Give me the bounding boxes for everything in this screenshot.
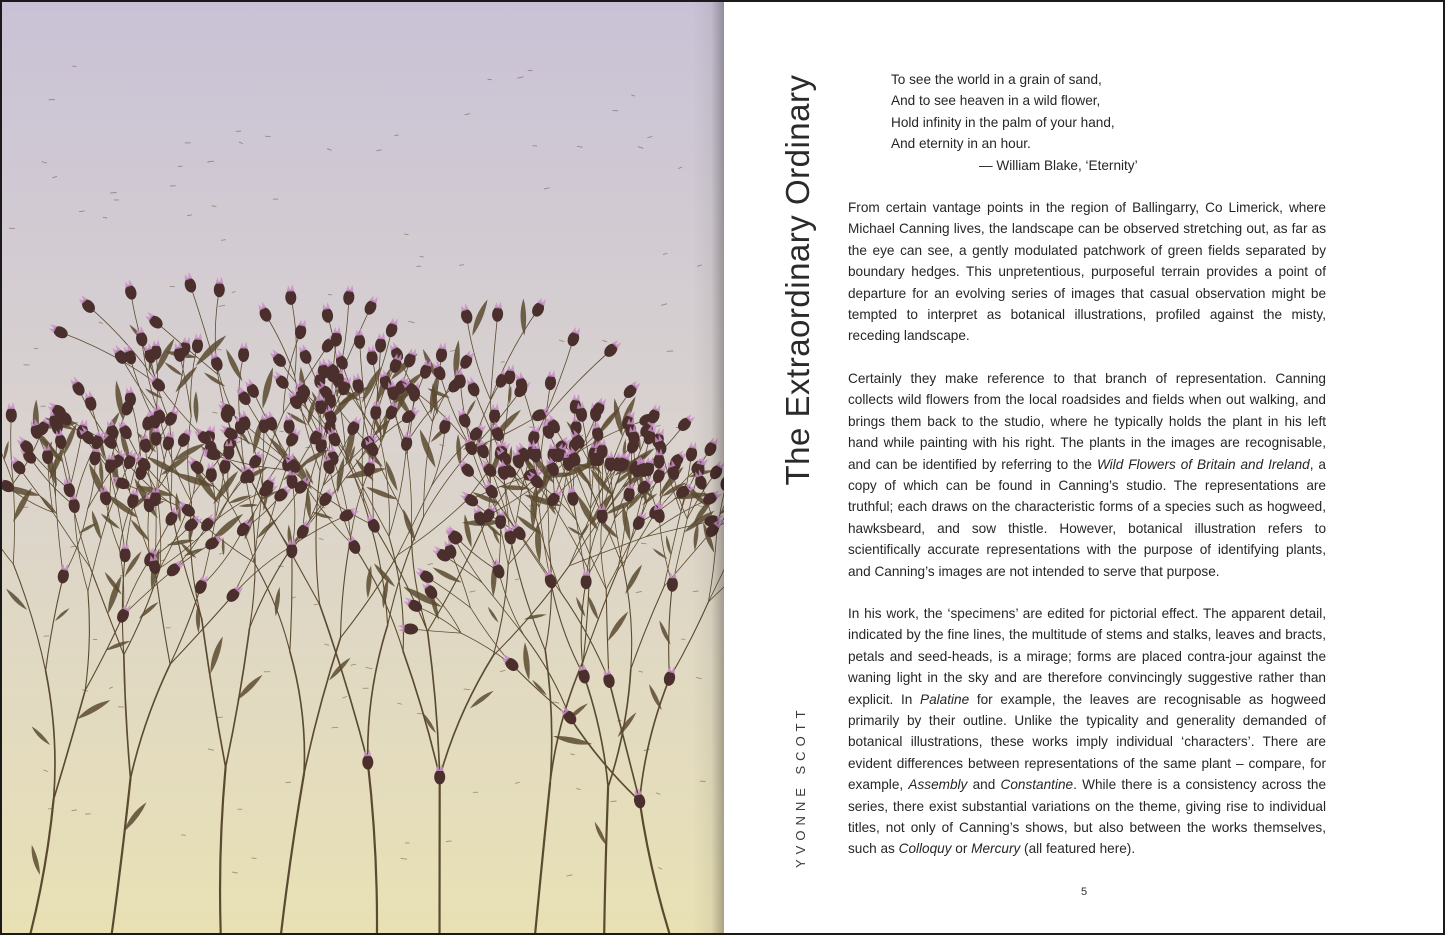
epigraph-line: To see the world in a grain of sand,	[891, 72, 1102, 87]
bud-body	[287, 474, 298, 489]
paragraph-3-text-e: or	[951, 841, 972, 857]
page-number: 5	[1081, 886, 1088, 898]
paragraph-3-text-a: In his work, the ‘specimens’ are edited for pictorial effect. The apparent detail, indicated by the fine lines, the multitude of stems and stalks, leaves and bracts, petals and seed-heads, is a mirage; forms are placed contra-jour against the waning light in the sky and are therefore convincingly suggestive rather than explicit. In	[848, 606, 1326, 707]
bud-body	[530, 447, 541, 462]
seed-fluff	[217, 717, 223, 718]
epigraph-line: And eternity in an hour.	[891, 136, 1031, 152]
epigraph-line: And to see heaven in a wild flower,	[891, 93, 1101, 109]
gutter-shadow	[692, 2, 724, 935]
seed-fluff	[328, 294, 331, 295]
paragraph-2-text-a: Certainly they make reference to that branch of representation. Canning collects wild flowers from the local roadsides and fields when out walking, and brings them back to the studio, where he typically holds the plant in his left hand while painting with his right. The plants in the images are recognisable, and can be identified by referring to the	[848, 371, 1326, 472]
work-title-assembly: Assembly	[908, 777, 968, 793]
paragraph-3	[848, 603, 1326, 860]
bud-body	[434, 769, 445, 784]
bud-body	[653, 454, 664, 469]
seed-fluff	[446, 841, 451, 842]
seed-fluff	[110, 193, 116, 194]
chapter-title: The Extraordinary Ordinary	[779, 74, 816, 486]
paragraph-1-text: From certain vantage points in the region of Ballingarry, Co Limerick, where Michael Canning lives, the landscape can be observed stretching out, as far as the eye can see, a gently modulated patchwork of green fields separated by boundary hedges. This unpretentious, purposeful terrain provides a point of departure for an evolving series of images that casual observation might be tempted to interpret as botanical illustrations, profiled against the misty, receding landscape.	[848, 200, 1326, 344]
seed-fluff	[212, 206, 216, 207]
seed-fluff	[420, 256, 423, 257]
paragraph-3-text-c: and	[967, 777, 1001, 793]
seed-fluff	[488, 79, 492, 80]
seed-fluff	[641, 543, 646, 544]
epigraph	[891, 69, 1191, 176]
seed-fluff	[332, 727, 338, 728]
seed-fluff	[280, 431, 284, 432]
botanical-painting	[2, 2, 724, 935]
seed-fluff	[103, 217, 107, 218]
work-title-colloquy: Colloquy	[898, 841, 952, 857]
paragraph-3-text-d: . While there is a consistency across the series, there exist substantial variations on the theme, giving rise to individual titles, not only of Canning’s shows, but also between the works themselves, such as	[848, 777, 1327, 857]
seed-fluff	[464, 689, 470, 690]
seed-fluff	[73, 66, 76, 67]
bud-body	[597, 444, 608, 459]
paragraph-1	[848, 197, 1326, 347]
book-title: Wild Flowers of Britain and Ireland	[1096, 456, 1310, 472]
paragraph-3-text-b: for example, the leaves are recognisable as hogweed primarily by their outline. Unlike the typicality and generality demanded of botanical illustrations, these works imply individual ‘characters’. There are evident differences between representations of the same plant – compare, for example,	[848, 691, 1326, 793]
seed-fluff	[222, 240, 226, 241]
paragraph-2	[848, 368, 1326, 582]
seed-fluff	[178, 166, 182, 167]
seed-fluff	[44, 636, 49, 637]
paragraph-3-text-f: (all featured here).	[1020, 841, 1136, 857]
seed-fluff	[182, 835, 186, 836]
paragraph-2-text-b: , a copy of which can be found in Canning’s studio. The representations are truthful; each draws on the characteristic forms of a species such as hogweed, hawksbeard, and sow thistle. However, botanical illustration refers to scientifically accurate representations with the purpose of identifying plants, and Canning’s images are not intended to serve that purpose.	[848, 456, 1326, 579]
work-title-palatine: Palatine	[920, 691, 970, 707]
epigraph-attribution: — William Blake, ‘Eternity’	[979, 157, 1138, 173]
painting-page	[2, 2, 724, 935]
author-name: YVONNE SCOTT	[793, 705, 808, 868]
epigraph-line: Hold infinity in the palm of your hand,	[891, 114, 1115, 130]
work-title-mercury: Mercury	[971, 841, 1021, 857]
work-title-constantine: Constantine	[1000, 777, 1074, 793]
